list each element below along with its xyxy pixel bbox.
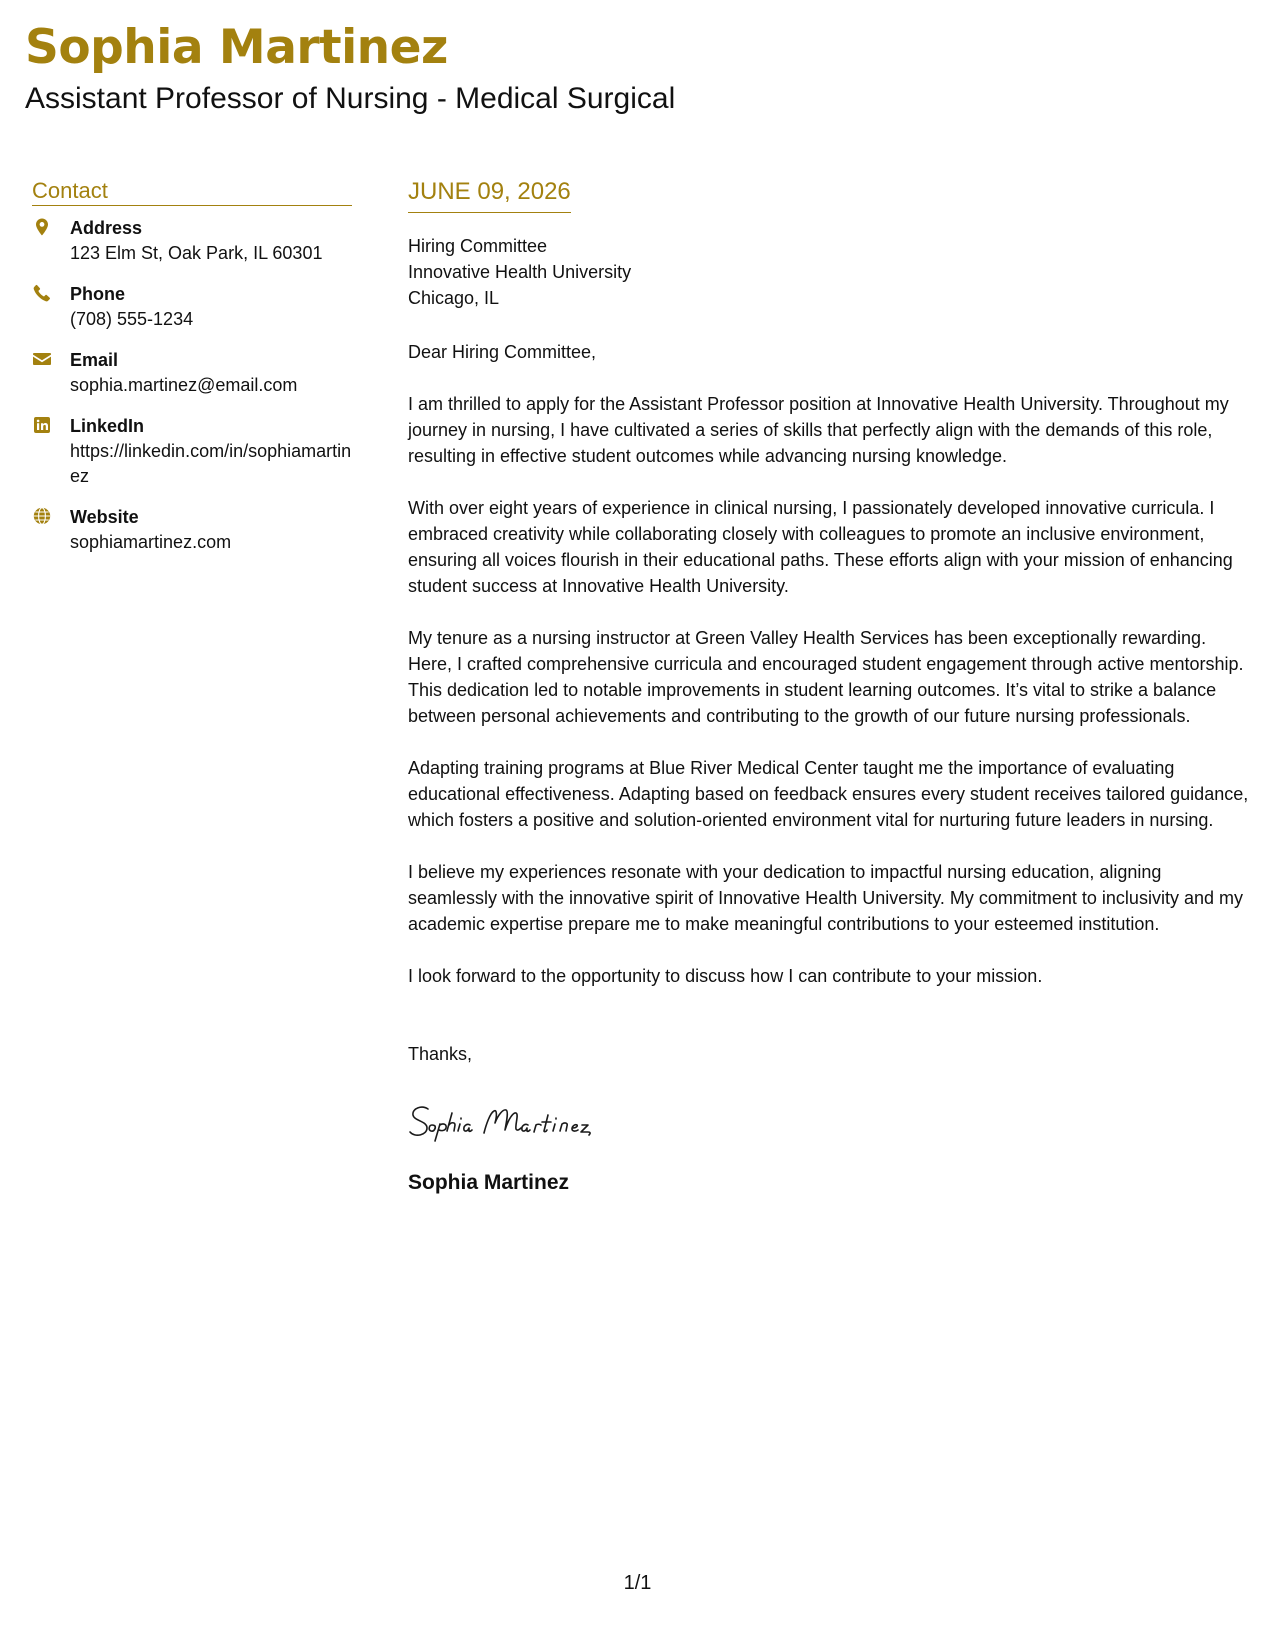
contact-website [32, 505, 352, 555]
body-paragraph: My tenure as a nursing instructor at Green Valley Health Services has been exceptionally rewarding. Here, I crafted comprehensive curricula and encouraged student engagement through active mentorship. This dedication led to notable improvements in student learning outcomes. It’s vital to strike a balance between personal achievements and contributing to the growth of our future nursing professionals. [408, 627, 1244, 726]
job-title: Assistant Professor of Nursing - Medical Surgical [25, 82, 676, 115]
candidate-name: Sophia Martinez [25, 20, 448, 75]
envelope-icon [32, 349, 52, 369]
phone-icon [32, 283, 52, 303]
recipient-line: Chicago, IL [408, 287, 500, 308]
recipient-line: Innovative Health University [408, 261, 632, 282]
contact-label: Phone [70, 284, 126, 305]
signer-name: Sophia Martinez [408, 1170, 570, 1194]
salutation: Dear Hiring Committee, [408, 341, 597, 362]
closing: Thanks, [408, 1043, 473, 1064]
body-paragraph: I am thrilled to apply for the Assistant Professor position at Innovative Health University. Throughout my journey in nursing, I have cultivated a series of skills that perfectly align with the demands of this role, resulting in effective student outcomes while advancing nursing knowledge. [408, 393, 1229, 466]
letter-date: JUNE 09, 2026 [408, 178, 571, 213]
page-number: 1/1 [623, 1572, 652, 1594]
contact-email [32, 348, 352, 398]
globe-icon [32, 506, 52, 526]
website-value[interactable]: sophiamartinez.com [70, 532, 232, 553]
email-value[interactable]: sophia.martinez@email.com [70, 375, 298, 396]
handwritten-signature [408, 1095, 668, 1145]
body-paragraph: I look forward to the opportunity to discuss how I can contribute to your mission. [408, 965, 1043, 986]
contact-address [32, 216, 352, 266]
recipient-line: Hiring Committee [408, 235, 548, 256]
contact-label: LinkedIn [70, 416, 145, 437]
linkedin-value[interactable]: https://linkedin.com/in/sophiamartinez [70, 441, 352, 487]
contact-phone [32, 282, 352, 332]
body-paragraph: Adapting training programs at Blue River Medical Center taught me the importance of evaluating educational effectiveness. Adapting based on feedback ensures every student receives tailored guidance, which fosters a positive and solution-oriented environment vital for nurturing future leaders in nursing. [408, 757, 1249, 830]
contact-sidebar [32, 178, 352, 571]
body-paragraph: I believe my experiences resonate with your dedication to impactful nursing education, aligning seamlessly with the innovative spirit of Innovative Health University. My commitment to inclusivity and my academic expertise prepare me to make meaningful contributions to your esteemed institution. [408, 861, 1243, 934]
address-value: 123 Elm St, Oak Park, IL 60301 [70, 243, 323, 264]
phone-value: (708) 555-1234 [70, 309, 194, 330]
contact-label: Email [70, 350, 119, 371]
contact-label: Website [70, 507, 139, 528]
contact-linkedin [32, 414, 352, 489]
linkedin-icon [32, 415, 52, 435]
cover-letter-body [408, 178, 1250, 1196]
body-paragraph: With over eight years of experience in clinical nursing, I passionately developed innovative curricula. I embraced creativity while collaborating closely with colleagues to promote an inclusive environment, ensuring all voices flourish in their educational paths. These efforts align with your mission of enhancing student success at Innovative Health University. [408, 497, 1233, 596]
contact-section-title: Contact [32, 178, 352, 206]
contact-label: Address [70, 218, 143, 239]
recipient-block [408, 233, 1250, 311]
map-pin-icon [32, 217, 52, 237]
